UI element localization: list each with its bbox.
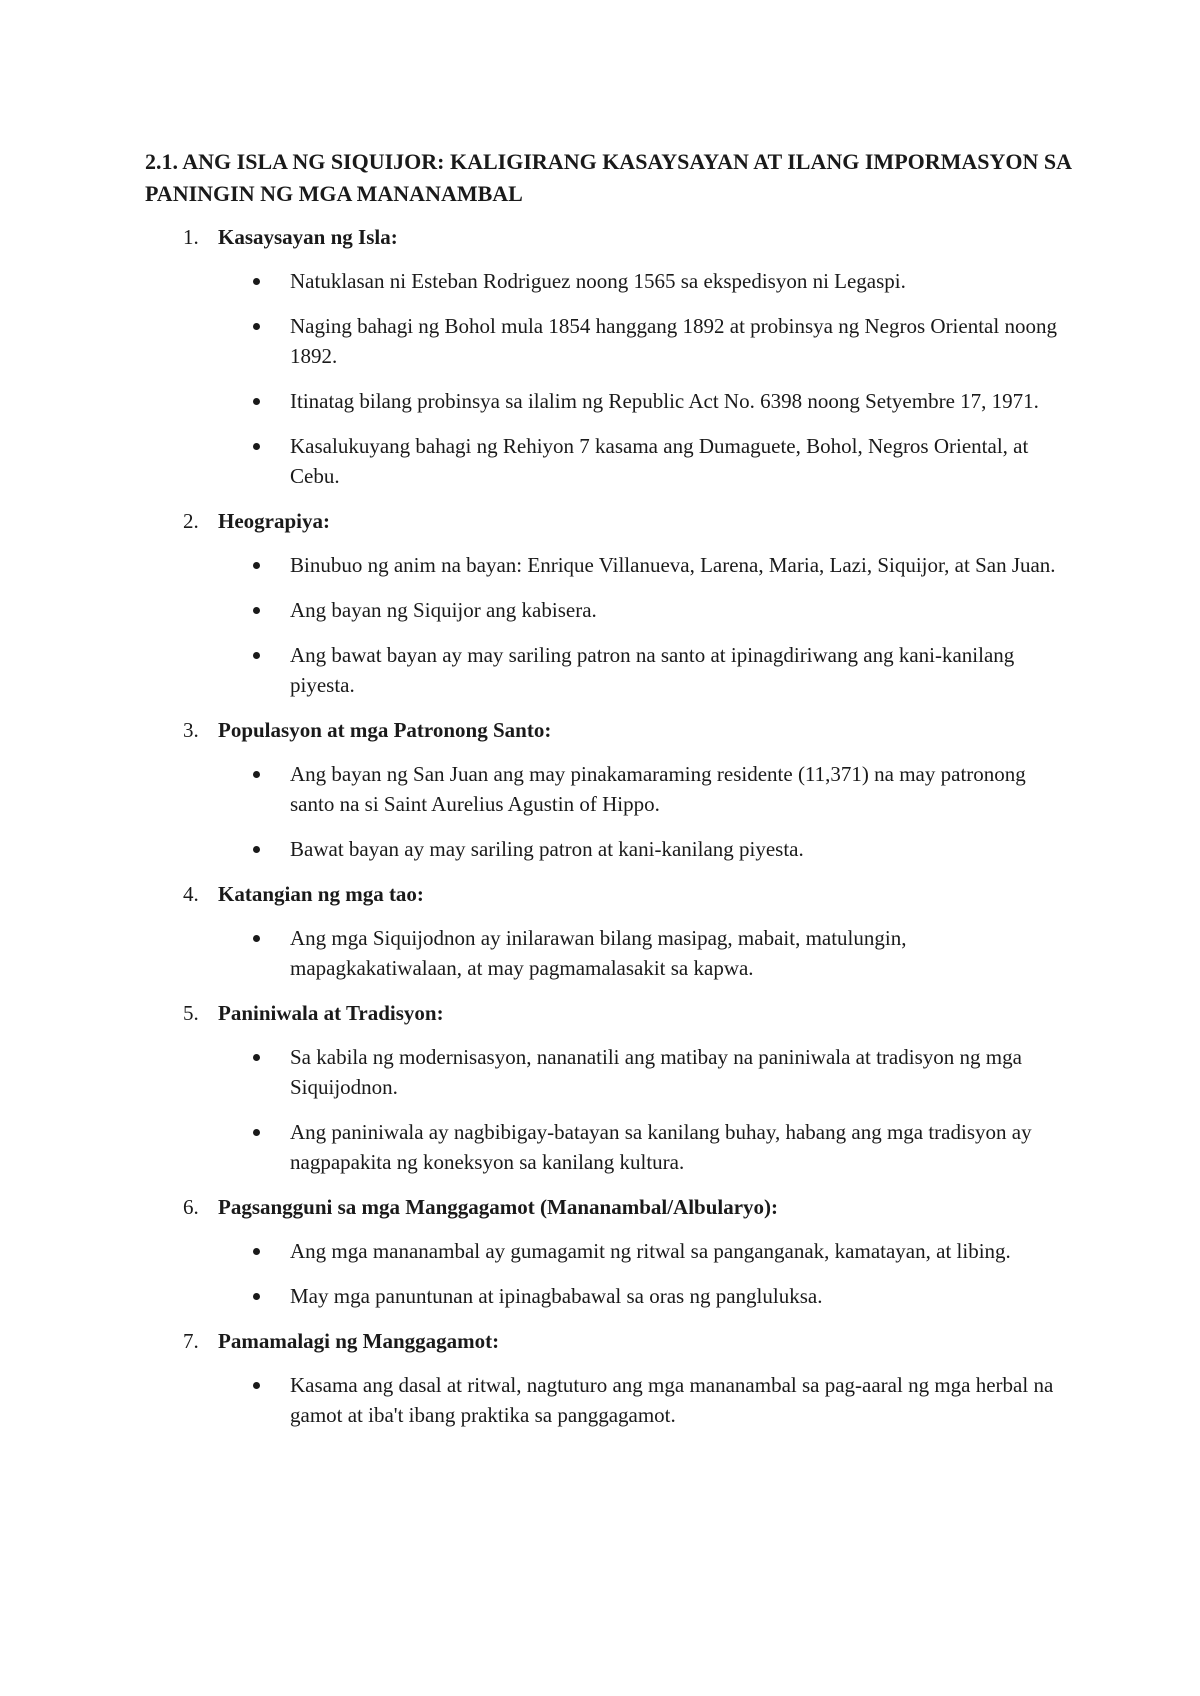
section-list: [145, 222, 1085, 1445]
bullet-list: [145, 1042, 1085, 1177]
section-number: 5.: [183, 1001, 199, 1025]
bullet-list: [145, 266, 1085, 491]
bullet-item: [145, 266, 1085, 296]
bullet-item: [145, 1281, 1085, 1311]
section-item: [145, 1192, 1085, 1311]
bullet-text: Ang bawat bayan ay may sariling patron na santo at ipinagdiriwang ang kani-kanilang piyesta.: [290, 643, 1015, 697]
bullet-item: [145, 1370, 1085, 1430]
bullet-icon: [145, 1236, 290, 1266]
section-item: [145, 222, 1085, 491]
bullet-list: [145, 550, 1085, 700]
bullet-item: [145, 550, 1085, 580]
section-item: [145, 879, 1085, 983]
bullet-list: [145, 923, 1085, 983]
bullet-item: [145, 311, 1085, 371]
bullet-icon: [145, 834, 290, 864]
section-item: [145, 715, 1085, 864]
bullet-item: [145, 640, 1085, 700]
section-number: 1.: [183, 225, 199, 249]
section-heading: Katangian ng mga tao:: [218, 882, 424, 906]
bullet-text: Sa kabila ng modernisasyon, nananatili ang matibay na paniniwala at tradisyon ng mga Siquijodnon.: [290, 1045, 1022, 1099]
bullet-item: [145, 759, 1085, 819]
bullet-item: [145, 595, 1085, 625]
bullet-icon: [145, 266, 290, 296]
bullet-text: Bawat bayan ay may sariling patron at kani-kanilang piyesta.: [290, 837, 804, 861]
document-title: 2.1. ANG ISLA NG SIQUIJOR: KALIGIRANG KASAYSAYAN AT ILANG IMPORMASYON SA PANINGIN NG MGA MANANAMBAL: [145, 149, 1071, 206]
bullet-icon: [145, 1042, 290, 1102]
bullet-icon: [145, 1370, 290, 1430]
bullet-text: Natuklasan ni Esteban Rodriguez noong 1565 sa ekspedisyon ni Legaspi.: [290, 269, 906, 293]
section-number: 3.: [183, 718, 199, 742]
section-heading: Populasyon at mga Patronong Santo:: [218, 718, 552, 742]
section-header: [145, 222, 1085, 252]
bullet-icon: [145, 386, 290, 416]
bullet-list: [145, 1236, 1085, 1311]
bullet-icon: [145, 431, 290, 491]
section-header: [145, 1192, 1085, 1222]
section-heading: Kasaysayan ng Isla:: [218, 225, 398, 249]
bullet-text: Kasalukuyang bahagi ng Rehiyon 7 kasama ang Dumaguete, Bohol, Negros Oriental, at Cebu.: [290, 434, 1029, 488]
bullet-icon: [145, 923, 290, 983]
bullet-text: Ang paniniwala ay nagbibigay-batayan sa kanilang buhay, habang ang mga tradisyon ay nagpapakita ng koneksyon sa kanilang kultura.: [290, 1120, 1032, 1174]
section-heading: Pagsangguni sa mga Manggagamot (Mananambal/Albularyo):: [218, 1195, 779, 1219]
bullet-icon: [145, 1281, 290, 1311]
section-heading: Pamamalagi ng Manggagamot:: [218, 1329, 500, 1353]
section-heading: Paniniwala at Tradisyon:: [218, 1001, 444, 1025]
section-header: [145, 1326, 1085, 1356]
bullet-icon: [145, 311, 290, 371]
bullet-text: Binubuo ng anim na bayan: Enrique Villanueva, Larena, Maria, Lazi, Siquijor, at San Juan.: [290, 553, 1056, 577]
section-item: [145, 998, 1085, 1177]
bullet-text: Itinatag bilang probinsya sa ilalim ng Republic Act No. 6398 noong Setyembre 17, 1971.: [290, 389, 1039, 413]
bullet-item: [145, 431, 1085, 491]
section-header: [145, 506, 1085, 536]
bullet-item: [145, 923, 1085, 983]
bullet-item: [145, 1042, 1085, 1102]
section-header: [145, 998, 1085, 1028]
bullet-text: Ang mga mananambal ay gumagamit ng ritwal sa panganganak, kamatayan, at libing.: [290, 1239, 1011, 1263]
section-header: [145, 879, 1085, 909]
section-header: [145, 715, 1085, 745]
bullet-text: Ang bayan ng Siquijor ang kabisera.: [290, 598, 597, 622]
bullet-text: Kasama ang dasal at ritwal, nagtuturo ang mga mananambal sa pag-aaral ng mga herbal na gamot at iba't ibang praktika sa panggagamot.: [290, 1373, 1054, 1427]
section-heading: Heograpiya:: [218, 509, 330, 533]
section-item: [145, 1326, 1085, 1430]
bullet-text: Naging bahagi ng Bohol mula 1854 hanggang 1892 at probinsya ng Negros Oriental noong 1892.: [290, 314, 1057, 368]
bullet-item: [145, 834, 1085, 864]
bullet-icon: [145, 550, 290, 580]
bullet-icon: [145, 640, 290, 700]
bullet-list: [145, 759, 1085, 864]
bullet-text: Ang mga Siquijodnon ay inilarawan bilang masipag, mabait, matulungin, mapagkakatiwalaan, at may pagmamalasakit sa kapwa.: [290, 926, 907, 980]
bullet-item: [145, 1236, 1085, 1266]
section-item: [145, 506, 1085, 700]
section-number: 4.: [183, 882, 199, 906]
section-number: 2.: [183, 509, 199, 533]
bullet-item: [145, 386, 1085, 416]
section-number: 6.: [183, 1195, 199, 1219]
bullet-list: [145, 1370, 1085, 1430]
bullet-icon: [145, 759, 290, 819]
bullet-text: Ang bayan ng San Juan ang may pinakamaraming residente (11,371) na may patronong santo na si Saint Aurelius Agustin of Hippo.: [290, 762, 1026, 816]
bullet-item: [145, 1117, 1085, 1177]
bullet-icon: [145, 1117, 290, 1177]
section-number: 7.: [183, 1329, 199, 1353]
bullet-text: May mga panuntunan at ipinagbabawal sa oras ng pangluluksa.: [290, 1284, 823, 1308]
bullet-icon: [145, 595, 290, 625]
